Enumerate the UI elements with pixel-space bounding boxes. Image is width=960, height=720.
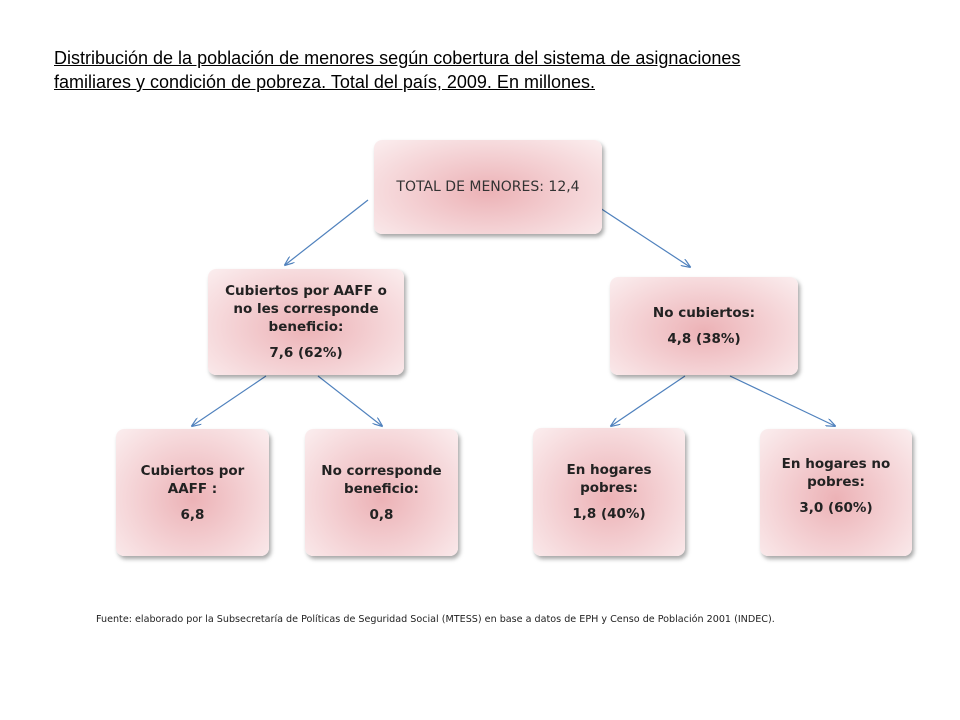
node-non-poor (760, 429, 912, 556)
node-not-covered-label: No cubiertos: (652, 305, 756, 321)
node-poor-value: 1,8 (40%) (572, 506, 646, 522)
connector-notcovered-poor (611, 376, 685, 426)
node-covered-aaff-value: 6,8 (180, 506, 205, 523)
node-covered-aaff (116, 429, 269, 556)
node-total-label: TOTAL DE MENORES: 12,4 (396, 179, 580, 195)
node-no-benefit-label: No corresponde beneficio: (321, 462, 442, 497)
title-line-2: familiares y condición de pobreza. Total del país, 2009. En millones. (54, 72, 595, 92)
node-covered (208, 269, 404, 375)
node-total (374, 140, 602, 234)
connector-root-covered (285, 200, 368, 265)
node-non-poor-label: En hogares no pobres: (781, 456, 891, 490)
node-covered-label: Cubiertos por AAFF o no les corresponde beneficio: (225, 283, 387, 335)
connector-covered-aaff (192, 376, 266, 426)
node-poor (533, 428, 685, 556)
node-not-covered (610, 277, 798, 375)
node-covered-value: 7,6 (62%) (269, 345, 343, 361)
node-covered-aaff-label: Cubiertos por AAFF : (140, 462, 245, 497)
connector-covered-nobenefit (318, 376, 382, 426)
connector-root-not-covered (600, 208, 690, 267)
title-line-1: Distribución de la población de menores según cobertura del sistema de asignaciones (54, 48, 741, 68)
node-not-covered-value: 4,8 (38%) (667, 331, 741, 347)
node-no-benefit (305, 429, 458, 556)
node-non-poor-value: 3,0 (60%) (799, 500, 873, 516)
connector-notcovered-nonpoor (730, 376, 835, 426)
node-no-benefit-value: 0,8 (369, 506, 394, 523)
source-note: Fuente: elaborado por la Subsecretaría de Políticas de Seguridad Social (MTESS) en base a datos de EPH y Censo de Población 2001 (INDEC). (96, 614, 775, 625)
node-poor-label: En hogares pobres: (566, 462, 652, 496)
